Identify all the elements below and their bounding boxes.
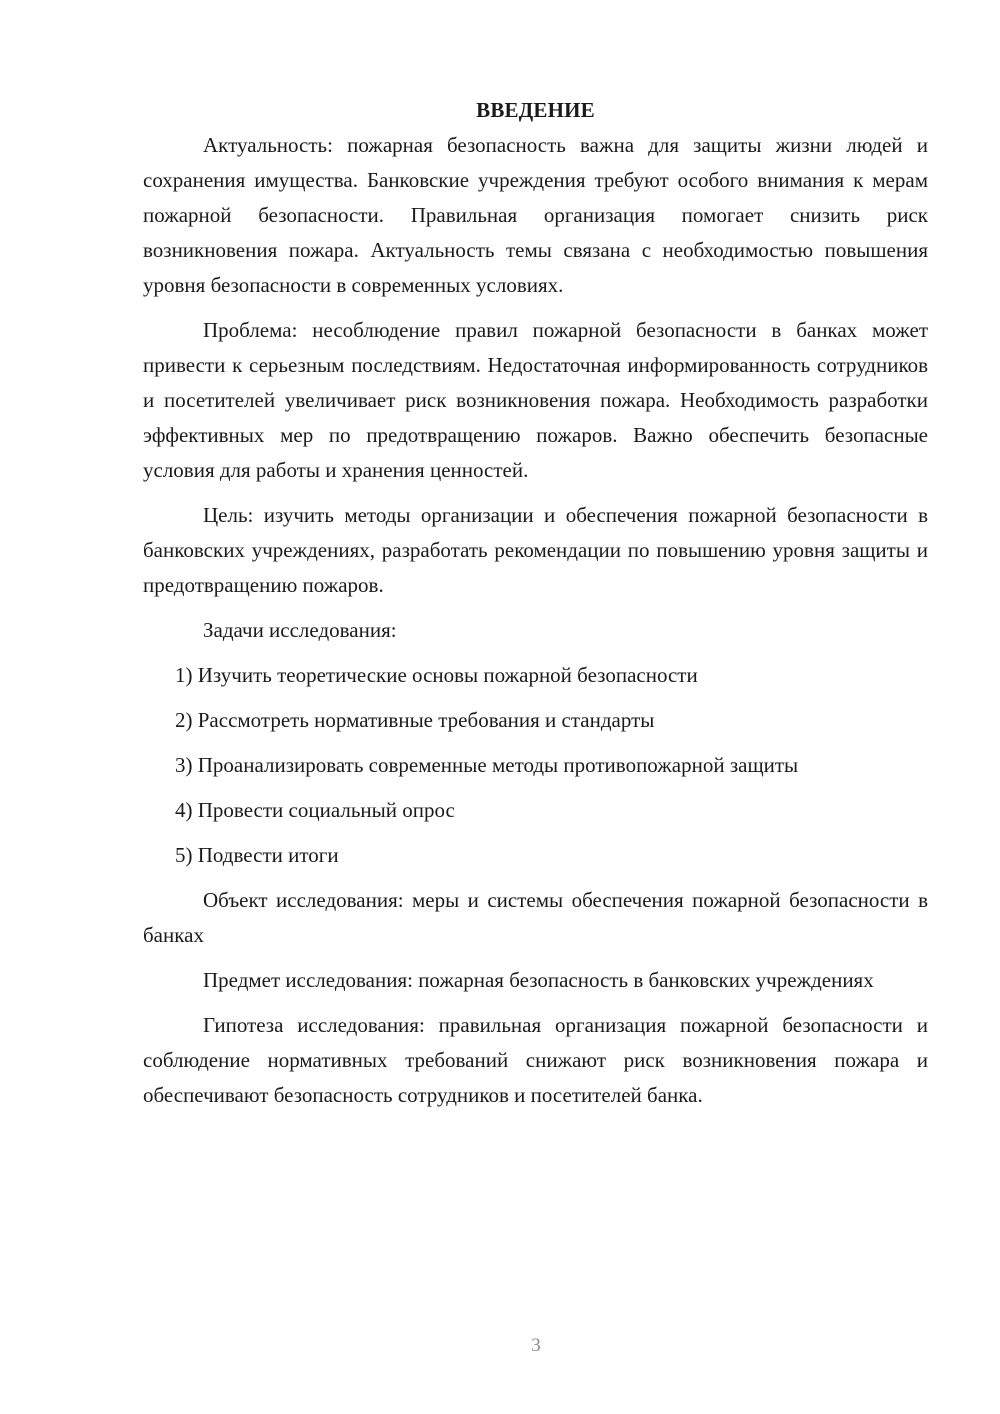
page-title: ВВЕДЕНИЕ: [476, 98, 595, 122]
document-page: [143, 93, 928, 1113]
goal-paragraph: Цель: изучить методы организации и обеспечения пожарной безопасности в банковских учреждениях, разработать рекомендации по повышению уровня защиты и предотвращению пожаров.: [143, 503, 928, 597]
subject-paragraph: Предмет исследования: пожарная безопасность в банковских учреждениях: [203, 968, 874, 992]
task-item: 3) Проанализировать современные методы противопожарной защиты: [175, 753, 799, 777]
tasks-heading: Задачи исследования:: [203, 618, 397, 642]
hypothesis-paragraph: Гипотеза исследования: правильная организация пожарной безопасности и соблюдение нормативных требований снижают риск возникновения пожара и обеспечивают безопасность сотрудников и посетителей банка.: [143, 1013, 928, 1107]
page-number: 3: [531, 1335, 541, 1356]
problem-paragraph: Проблема: несоблюдение правил пожарной безопасности в банках может привести к серьезным последствиям. Недостаточная информированность сотрудников и посетителей увеличивает риск возникновения пожара. Необходимость разработки эффективных мер по предотвращению пожаров. Важно обеспечить безопасные условия для работы и хранения ценностей.: [143, 318, 928, 482]
task-list: [143, 658, 928, 873]
task-item: 5) Подвести итоги: [175, 843, 339, 867]
relevance-paragraph: Актуальность: пожарная безопасность важна для защиты жизни людей и сохранения имущества. Банковские учреждения требуют особого внимания к мерам пожарной безопасности. Правильная организация помогает снизить риск возникновения пожара. Актуальность темы связана с необходимостью повышения уровня безопасности в современных условиях.: [143, 133, 928, 297]
task-item: 2) Рассмотреть нормативные требования и стандарты: [175, 708, 655, 732]
task-item: 4) Провести социальный опрос: [175, 798, 455, 822]
task-item: 1) Изучить теоретические основы пожарной безопасности: [175, 663, 698, 687]
object-paragraph: Объект исследования: меры и системы обеспечения пожарной безопасности в банках: [143, 888, 928, 947]
